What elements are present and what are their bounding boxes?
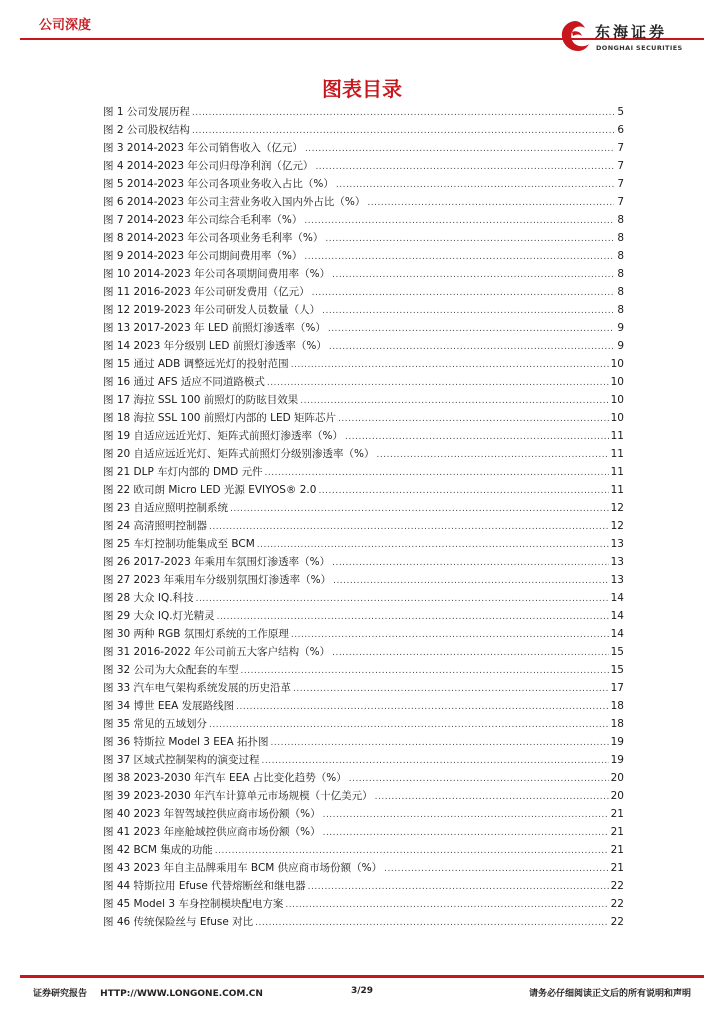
toc-entry-label: 图 41 2023 年座舱域控供应商市场份额（%） xyxy=(103,826,321,838)
toc-entry-page: 18 xyxy=(610,700,624,712)
toc-entry-label: 图 11 2016-2023 年公司研发费用（亿元） xyxy=(103,286,310,298)
toc-entry-page: 21 xyxy=(610,808,624,820)
toc-dot-leader xyxy=(377,446,609,464)
toc-entry[interactable] xyxy=(103,175,624,193)
toc-entry-page: 11 xyxy=(610,466,624,478)
toc-dot-leader xyxy=(271,734,609,752)
toc-entry[interactable] xyxy=(103,769,624,787)
toc-entry-page: 14 xyxy=(610,628,624,640)
toc-dot-leader xyxy=(305,140,614,158)
toc-entry-page: 8 xyxy=(617,304,624,316)
toc-entry[interactable] xyxy=(103,301,624,319)
toc-entry-label: 图 12 2019-2023 年公司研发人员数量（人） xyxy=(103,304,321,316)
toc-entry-page: 9 xyxy=(617,340,624,352)
toc-entry-page: 8 xyxy=(617,268,624,280)
toc-entry-page: 19 xyxy=(610,754,624,766)
toc-entry-label: 图 45 Model 3 车身控制模块配电方案 xyxy=(103,898,284,910)
toc-dot-leader xyxy=(293,680,609,698)
toc-entry[interactable] xyxy=(103,409,624,427)
toc-dot-leader xyxy=(312,284,614,302)
toc-dot-leader xyxy=(338,410,609,428)
toc-entry[interactable] xyxy=(103,697,624,715)
toc-entry-page: 12 xyxy=(610,520,624,532)
toc-entry-label: 图 31 2016-2022 年公司前五大客户结构（%） xyxy=(103,646,331,658)
toc-entry[interactable] xyxy=(103,265,624,283)
toc-entry-label: 图 26 2017-2023 年乘用车氛围灯渗透率（%） xyxy=(103,556,331,568)
toc-entry-label: 图 36 特斯拉 Model 3 EEA 拓扑图 xyxy=(103,736,269,748)
toc-dot-leader xyxy=(209,716,609,734)
toc-entry[interactable] xyxy=(103,571,624,589)
brand-name-cn: 东海证券 xyxy=(595,23,668,41)
toc-entry-page: 7 xyxy=(617,142,624,154)
toc-entry-label: 图 39 2023-2030 年汽车计算单元市场规模（十亿美元） xyxy=(103,790,373,802)
toc-entry[interactable] xyxy=(103,229,624,247)
toc-dot-leader xyxy=(333,572,609,590)
toc-dot-leader xyxy=(345,428,609,446)
toc-entry[interactable] xyxy=(103,193,624,211)
toc-entry[interactable] xyxy=(103,787,624,805)
toc-entry-label: 图 24 高清照明控制器 xyxy=(103,520,208,532)
toc-entry-label: 图 7 2014-2023 年公司综合毛利率（%） xyxy=(103,214,303,226)
toc-entry-label: 图 21 DLP 车灯内部的 DMD 元件 xyxy=(103,466,263,478)
toc-entry-page: 8 xyxy=(617,250,624,262)
toc-entry-page: 22 xyxy=(610,880,624,892)
footer-disclaimer: 请务必仔细阅读正文后的所有说明和声明 xyxy=(528,989,691,999)
toc-entry-label: 图 5 2014-2023 年公司各项业务收入占比（%） xyxy=(103,178,334,190)
toc-dot-leader xyxy=(217,608,609,626)
toc-dot-leader xyxy=(304,248,614,266)
toc-entry-page: 11 xyxy=(610,448,624,460)
toc-entry-label: 图 15 通过 ADB 调整远光灯的投射范围 xyxy=(103,358,289,370)
toc-entry-page: 19 xyxy=(610,736,624,748)
toc-dot-leader xyxy=(267,374,609,392)
toc-dot-leader xyxy=(300,392,608,410)
toc-entry-label: 图 34 博世 EEA 发展路线图 xyxy=(103,700,235,712)
toc-entry-label: 图 6 2014-2023 年公司主营业务收入国内外占比（%） xyxy=(103,196,366,208)
toc-entry[interactable] xyxy=(103,895,624,913)
toc-dot-leader xyxy=(323,806,609,824)
toc-dot-leader xyxy=(322,302,614,320)
toc-entry[interactable] xyxy=(103,661,624,679)
toc-entry-label: 图 18 海拉 SSL 100 前照灯内部的 LED 矩阵芯片 xyxy=(103,412,337,424)
toc-entry-page: 14 xyxy=(610,610,624,622)
toc-entry-page: 12 xyxy=(610,502,624,514)
toc-dot-leader xyxy=(349,770,609,788)
toc-entry[interactable] xyxy=(103,589,624,607)
toc-entry-page: 11 xyxy=(610,430,624,442)
toc-entry-page: 18 xyxy=(610,718,624,730)
toc-entry-label: 图 13 2017-2023 年 LED 前照灯渗透率（%） xyxy=(103,322,326,334)
toc-dot-leader xyxy=(265,464,609,482)
toc-dot-leader xyxy=(230,500,609,518)
page-title: 图表目录 xyxy=(322,77,402,101)
toc-entry-page: 8 xyxy=(617,286,624,298)
toc-entry-label: 图 1 公司发展历程 xyxy=(103,106,190,118)
toc-entry-page: 13 xyxy=(610,574,624,586)
toc-dot-leader xyxy=(308,878,609,896)
toc-dot-leader xyxy=(336,176,614,194)
toc-entry-page: 21 xyxy=(610,826,624,838)
footer-website-link[interactable]: HTTP://WWW.LONGONE.COM.CN xyxy=(100,989,263,999)
toc-entry[interactable] xyxy=(103,859,624,877)
toc-entry-page: 7 xyxy=(617,196,624,208)
toc-entry-page: 10 xyxy=(610,394,624,406)
toc-entry[interactable] xyxy=(103,481,624,499)
toc-dot-leader xyxy=(291,356,609,374)
toc-entry-page: 10 xyxy=(610,358,624,370)
toc-entry[interactable] xyxy=(103,463,624,481)
toc-entry-page: 13 xyxy=(610,538,624,550)
toc-entry-page: 17 xyxy=(610,682,624,694)
toc-entry-page: 15 xyxy=(610,646,624,658)
toc-entry[interactable] xyxy=(103,733,624,751)
footer-page-number: 3/29 xyxy=(350,986,374,996)
toc-dot-leader xyxy=(323,824,609,842)
toc-dot-leader xyxy=(192,122,614,140)
footer-rule xyxy=(20,975,704,978)
toc-entry[interactable] xyxy=(103,139,624,157)
toc-entry-label: 图 46 传统保险丝与 Efuse 对比 xyxy=(103,916,254,928)
toc-dot-leader xyxy=(304,212,614,230)
toc-entry[interactable] xyxy=(103,841,624,859)
report-section-tag: 公司深度 xyxy=(39,18,92,33)
toc-dot-leader xyxy=(192,104,614,122)
toc-entry[interactable] xyxy=(103,373,624,391)
toc-entry[interactable] xyxy=(103,913,624,931)
toc-dot-leader xyxy=(215,842,609,860)
toc-entry[interactable] xyxy=(103,625,624,643)
toc-entry-page: 15 xyxy=(610,664,624,676)
toc-dot-leader xyxy=(241,662,609,680)
toc-entry[interactable] xyxy=(103,877,624,895)
toc-entry-page: 13 xyxy=(610,556,624,568)
toc-entry-page: 14 xyxy=(610,592,624,604)
toc-entry-page: 6 xyxy=(617,124,624,136)
figure-index-list xyxy=(103,103,624,931)
toc-dot-leader xyxy=(291,626,609,644)
toc-dot-leader xyxy=(285,896,608,914)
toc-entry-label: 图 32 公司为大众配套的车型 xyxy=(103,664,239,676)
toc-entry-label: 图 4 2014-2023 年公司归母净利润（亿元） xyxy=(103,160,314,172)
toc-entry-page: 7 xyxy=(617,178,624,190)
toc-entry-page: 20 xyxy=(610,772,624,784)
dragon-logo-icon xyxy=(558,18,592,56)
toc-dot-leader xyxy=(328,320,614,338)
toc-entry[interactable] xyxy=(103,517,624,535)
toc-entry-page: 8 xyxy=(617,232,624,244)
toc-entry[interactable] xyxy=(103,751,624,769)
toc-entry[interactable] xyxy=(103,337,624,355)
brand-logo xyxy=(558,18,708,58)
toc-entry[interactable] xyxy=(103,607,624,625)
toc-entry-page: 11 xyxy=(610,484,624,496)
toc-entry-label: 图 3 2014-2023 年公司销售收入（亿元） xyxy=(103,142,303,154)
toc-entry-label: 图 40 2023 年智驾域控供应商市场份额（%） xyxy=(103,808,321,820)
toc-entry[interactable] xyxy=(103,553,624,571)
toc-entry[interactable] xyxy=(103,121,624,139)
toc-entry-label: 图 29 大众 IQ.灯光精灵 xyxy=(103,610,215,622)
toc-entry[interactable] xyxy=(103,445,624,463)
toc-entry[interactable] xyxy=(103,211,624,229)
brand-name-en: DONGHAI SECURITIES xyxy=(596,44,683,52)
toc-entry-label: 图 25 车灯控制功能集成至 BCM xyxy=(103,538,255,550)
toc-entry-page: 10 xyxy=(610,376,624,388)
toc-entry[interactable] xyxy=(103,355,624,373)
toc-entry-label: 图 42 BCM 集成的功能 xyxy=(103,844,213,856)
toc-dot-leader xyxy=(196,590,609,608)
toc-dot-leader xyxy=(318,482,608,500)
toc-dot-leader xyxy=(255,914,608,932)
toc-entry[interactable] xyxy=(103,319,624,337)
toc-entry[interactable] xyxy=(103,103,624,121)
toc-entry[interactable] xyxy=(103,805,624,823)
toc-dot-leader xyxy=(209,518,609,536)
toc-entry[interactable] xyxy=(103,499,624,517)
toc-entry[interactable] xyxy=(103,157,624,175)
toc-entry-label: 图 20 自适应远近光灯、矩阵式前照灯分级别渗透率（%） xyxy=(103,448,375,460)
toc-dot-leader xyxy=(332,644,609,662)
toc-entry-label: 图 30 两种 RGB 氛围灯系统的工作原理 xyxy=(103,628,289,640)
toc-entry-label: 图 43 2023 年自主品牌乘用车 BCM 供应商市场份额（%） xyxy=(103,862,383,874)
toc-entry-label: 图 9 2014-2023 年公司期间费用率（%） xyxy=(103,250,303,262)
toc-entry[interactable] xyxy=(103,535,624,553)
toc-dot-leader xyxy=(257,536,609,554)
toc-entry-label: 图 38 2023-2030 年汽车 EEA 占比变化趋势（%） xyxy=(103,772,347,784)
toc-entry-label: 图 14 2023 年分级别 LED 前照灯渗透率（%） xyxy=(103,340,327,352)
toc-entry-page: 20 xyxy=(610,790,624,802)
toc-dot-leader xyxy=(325,230,614,248)
toc-dot-leader xyxy=(315,158,614,176)
toc-entry-page: 5 xyxy=(617,106,624,118)
toc-entry-label: 图 17 海拉 SSL 100 前照灯的防眩目效果 xyxy=(103,394,299,406)
toc-entry-page: 9 xyxy=(617,322,624,334)
footer-report-type: 证券研究报告 xyxy=(33,989,88,999)
toc-entry-page: 21 xyxy=(610,844,624,856)
toc-dot-leader xyxy=(329,338,614,356)
toc-entry-label: 图 19 自适应远近光灯、矩阵式前照灯渗透率（%） xyxy=(103,430,344,442)
toc-entry-label: 图 44 特斯拉用 Efuse 代替熔断丝和继电器 xyxy=(103,880,306,892)
toc-entry-label: 图 2 公司股权结构 xyxy=(103,124,190,136)
toc-entry-page: 8 xyxy=(617,214,624,226)
toc-entry-label: 图 8 2014-2023 年公司各项业务毛利率（%） xyxy=(103,232,324,244)
toc-entry[interactable] xyxy=(103,283,624,301)
toc-entry-label: 图 28 大众 IQ.科技 xyxy=(103,592,194,604)
toc-entry[interactable] xyxy=(103,679,624,697)
toc-entry-page: 22 xyxy=(610,898,624,910)
toc-dot-leader xyxy=(262,752,609,770)
toc-entry-page: 10 xyxy=(610,412,624,424)
toc-entry-label: 图 33 汽车电气架构系统发展的历史沿革 xyxy=(103,682,292,694)
toc-entry-label: 图 23 自适应照明控制系统 xyxy=(103,502,229,514)
toc-entry[interactable] xyxy=(103,391,624,409)
toc-entry-page: 7 xyxy=(617,160,624,172)
toc-entry-page: 22 xyxy=(610,916,624,928)
toc-entry[interactable] xyxy=(103,427,624,445)
toc-dot-leader xyxy=(332,266,614,284)
toc-entry-page: 21 xyxy=(610,862,624,874)
toc-dot-leader xyxy=(384,860,608,878)
toc-entry[interactable] xyxy=(103,715,624,733)
toc-dot-leader xyxy=(375,788,609,806)
toc-entry-label: 图 37 区域式控制架构的演变过程 xyxy=(103,754,260,766)
toc-entry-label: 图 16 通过 AFS 适应不同道路模式 xyxy=(103,376,265,388)
toc-entry-label: 图 27 2023 年乘用车分级别氛围灯渗透率（%） xyxy=(103,574,332,586)
toc-dot-leader xyxy=(236,698,608,716)
toc-entry[interactable] xyxy=(103,247,624,265)
toc-entry[interactable] xyxy=(103,823,624,841)
toc-entry-label: 图 22 欧司朗 Micro LED 光源 EVIYOS® 2.0 xyxy=(103,484,317,496)
toc-entry-label: 图 10 2014-2023 年公司各项期间费用率（%） xyxy=(103,268,331,280)
toc-entry[interactable] xyxy=(103,643,624,661)
toc-dot-leader xyxy=(367,194,614,212)
toc-dot-leader xyxy=(332,554,609,572)
toc-entry-label: 图 35 常见的五域划分 xyxy=(103,718,208,730)
